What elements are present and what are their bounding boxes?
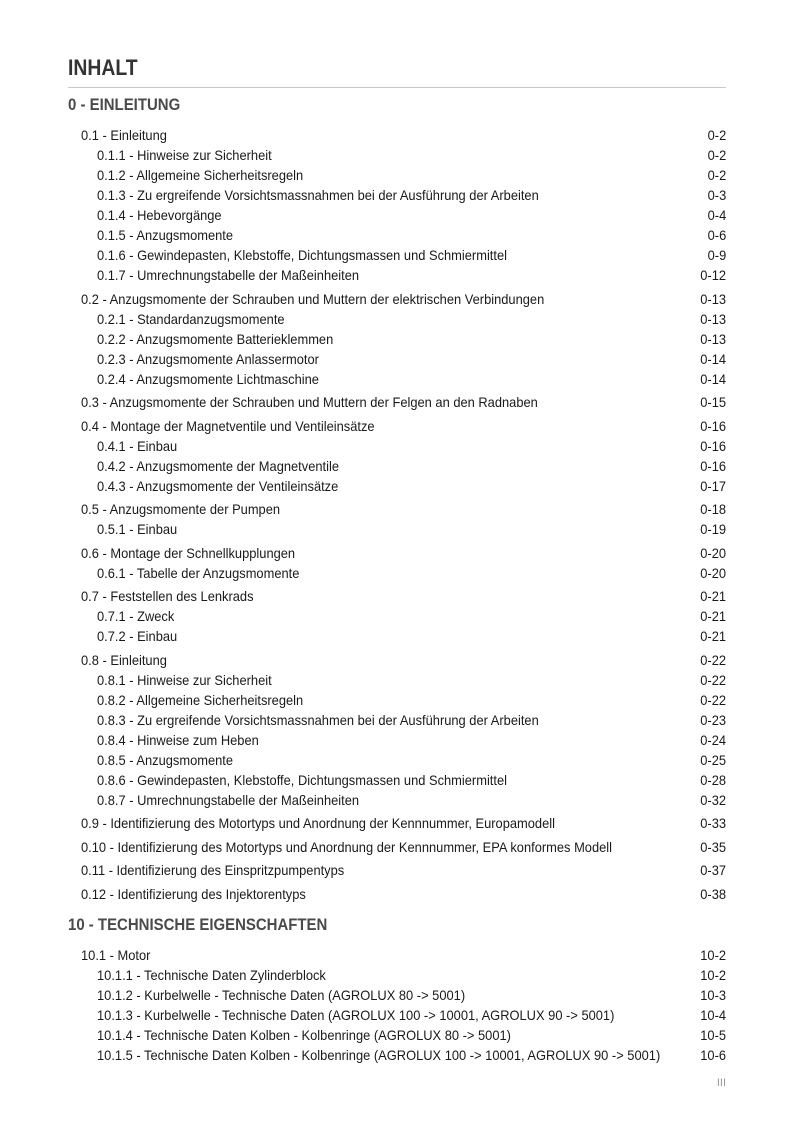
toc-subentry[interactable] [0,351,794,371]
toc-entry[interactable] [0,127,794,147]
toc-entry-title: 0.2.2 - Anzugsmomente Batterieklemmen [97,330,334,347]
toc-page-number: 0-24 [700,731,726,748]
toc-page-number: 0-17 [700,477,726,494]
toc-subentry[interactable] [0,712,794,732]
toc-page-number: 0-6 [707,227,726,243]
toc-entry-title: 0.4.2 - Anzugsmomente der Magnetventile [97,457,340,474]
toc-page-number: 0-3 [707,187,726,203]
toc-entry-title: 0.8.5 - Anzugsmomente [97,751,234,768]
toc-page-number: 0-18 [700,501,726,517]
toc-entry[interactable] [0,886,794,906]
toc-entry-title: 0.1.4 - Hebevorgänge [97,207,222,223]
toc-page-number: 0-21 [700,628,726,644]
toc-entry-title: 0.12 - Identifizierung des Injektorentyps [81,885,306,902]
toc-entry-title: 0.2.4 - Anzugsmomente Lichtmaschine [97,370,319,387]
toc-subentry[interactable] [0,227,794,247]
toc-entry-title: 0.1.5 - Anzugsmomente [97,227,234,243]
toc-entry-title: 10.1.3 - Kurbelwelle - Technische Daten (AGROLUX 100 -> 10001, AGROLUX 90 -> 5001) [97,1006,615,1023]
toc-subentry[interactable] [0,772,794,792]
toc-subentry[interactable] [0,752,794,772]
toc-page-number: 0-9 [707,247,726,263]
toc-entry-title: 0.2.3 - Anzugsmomente Anlassermotor [97,350,319,367]
toc-subentry[interactable] [0,167,794,187]
toc-page-number: 0-2 [707,127,726,143]
toc-entry-title: 0.7 - Feststellen des Lenkrads [81,588,254,604]
toc-subentry[interactable] [0,331,794,351]
toc-entry-title: 0.7.2 - Einbau [97,628,178,644]
toc-page-number: 10-2 [700,966,726,983]
toc-subentry[interactable] [0,1007,794,1027]
toc-page-number: 10-2 [700,946,726,963]
toc-page-number: 0-35 [700,838,726,855]
toc-subentry[interactable] [0,987,794,1007]
toc-page-number: 0-19 [700,521,726,537]
toc-entry[interactable] [0,545,794,565]
toc-entry-title: 0.7.1 - Zweck [97,608,175,624]
toc-page-number: 0-38 [700,885,726,902]
toc-subentry[interactable] [0,187,794,207]
toc-entry[interactable] [0,862,794,882]
toc-page-number: 10-3 [700,986,726,1003]
toc-page-number: 0-21 [700,588,726,604]
toc-entry[interactable] [0,394,794,414]
page-number: III [716,1077,726,1089]
toc-subentry[interactable] [0,311,794,331]
toc-page-number: 0-16 [700,417,726,434]
toc-page-number: 0-13 [700,310,726,327]
toc-page-number: 0-12 [700,267,726,283]
toc-entry-title: 0.10 - Identifizierung des Motortyps und Anordnung der Kennnummer, EPA konformes Modell [81,838,613,855]
toc-subentry[interactable] [0,1027,794,1047]
toc-entry-title: 0.1.2 - Allgemeine Sicherheitsregeln [97,167,304,183]
toc-entry-title: 0.4.1 - Einbau [97,437,178,454]
toc-entry-title: 0.5.1 - Einbau [97,521,178,537]
toc-subentry[interactable] [0,608,794,628]
toc-subentry[interactable] [0,967,794,987]
toc-entry-title: 0.5 - Anzugsmomente der Pumpen [81,501,281,517]
toc-page-number: 0-2 [707,147,726,163]
toc-page-number: 10-6 [700,1046,726,1063]
toc-entry-title: 0.8.7 - Umrechnungstabelle der Maßeinheiten [97,791,360,808]
toc-subentry[interactable] [0,147,794,167]
toc-page-number: 0-28 [700,771,726,788]
toc-entry-title: 0.1.1 - Hinweise zur Sicherheit [97,147,272,163]
toc-entry-title: 0.6 - Montage der Schnellkupplungen [81,544,296,561]
toc-page-number: 0-25 [700,751,726,768]
toc-page-number: 0-4 [707,207,726,223]
toc-entry-title: 10.1 - Motor [81,946,151,963]
toc-page-number: 0-22 [700,651,726,668]
toc-subentry[interactable] [0,207,794,227]
toc-subentry[interactable] [0,1047,794,1067]
toc-entry-title: 0.1.3 - Zu ergreifende Vorsichtsmassnahmen bei der Ausführung der Arbeiten [97,187,539,203]
toc-subentry[interactable] [0,565,794,585]
toc-entry-title: 10.1.1 - Technische Daten Zylinderblock [97,966,326,983]
toc-subentry[interactable] [0,438,794,458]
toc-subentry[interactable] [0,628,794,648]
toc-page-number: 0-20 [700,544,726,561]
toc-page-number: 0-13 [700,330,726,347]
toc-entry-title: 0.1.7 - Umrechnungstabelle der Maßeinheiten [97,267,360,283]
toc-entry-title: 0.8.2 - Allgemeine Sicherheitsregeln [97,691,304,708]
toc-subentry[interactable] [0,478,794,498]
toc-subentry[interactable] [0,672,794,692]
toc-entry-title: 0.8.3 - Zu ergreifende Vorsichtsmassnahmen bei der Ausführung der Arbeiten [97,711,539,728]
toc-subentry[interactable] [0,792,794,812]
toc-subentry[interactable] [0,521,794,541]
toc-page-number: 0-20 [700,564,726,581]
section-heading: 0 - EINLEITUNG [68,95,181,114]
toc-page-number: 0-23 [700,711,726,728]
toc-entry[interactable] [0,839,794,859]
toc-entry-title: 0.11 - Identifizierung des Einspritzpumpentyps [81,862,345,878]
toc-entry-title: 0.8 - Einleitung [81,651,167,668]
toc-page-number: 0-16 [700,457,726,474]
toc-entry[interactable] [0,588,794,608]
toc-entry[interactable] [0,947,794,967]
toc-entry-title: 10.1.4 - Technische Daten Kolben - Kolbenringe (AGROLUX 80 -> 5001) [97,1026,511,1043]
toc-page-number: 0-16 [700,437,726,454]
toc-page-number: 0-14 [700,370,726,387]
toc-entry-title: 0.9 - Identifizierung des Motortyps und Anordnung der Kennnummer, Europamodell [81,815,555,831]
toc-page-number: 0-32 [700,791,726,808]
toc-entry-title: 10.1.5 - Technische Daten Kolben - Kolbenringe (AGROLUX 100 -> 10001, AGROLUX 90 -> 5001) [97,1046,661,1063]
toc-entry-title: 0.4.3 - Anzugsmomente der Ventileinsätze [97,477,339,494]
toc-subentry[interactable] [0,267,794,287]
toc-entry[interactable] [0,418,794,438]
toc-page-number: 0-22 [700,691,726,708]
toc-page-number: 10-4 [700,1006,726,1023]
toc-entry-title: 0.4 - Montage der Magnetventile und Ventileinsätze [81,417,375,434]
toc-entry-title: 0.1.6 - Gewindepasten, Klebstoffe, Dichtungsmassen und Schmiermittel [97,247,508,263]
toc-entry-title: 10.1.2 - Kurbelwelle - Technische Daten (AGROLUX 80 -> 5001) [97,986,466,1003]
toc-page-number: 0-22 [700,671,726,688]
toc-page-number: 0-13 [700,290,726,307]
toc-entry-title: 0.1 - Einleitung [81,127,167,143]
toc-entry[interactable] [0,291,794,311]
toc-entry-title: 0.8.4 - Hinweise zum Heben [97,731,259,748]
toc-subentry[interactable] [0,371,794,391]
toc-page-number: 0-21 [700,608,726,624]
toc-page-number: 0-15 [700,394,726,410]
toc-entry-title: 0.8.1 - Hinweise zur Sicherheit [97,671,272,688]
toc-page-number: 0-37 [700,862,726,878]
toc-entry-title: 0.8.6 - Gewindepasten, Klebstoffe, Dichtungsmassen und Schmiermittel [97,771,508,788]
toc-page-number: 0-33 [700,815,726,831]
section-heading: 10 - TECHNISCHE EIGENSCHAFTEN [68,914,328,934]
toc-entry[interactable] [0,652,794,672]
toc-subentry[interactable] [0,458,794,478]
toc-entry-title: 0.2.1 - Standardanzugsmomente [97,310,285,327]
toc-entry-title: 0.6.1 - Tabelle der Anzugsmomente [97,564,300,581]
page-title: INHALT [68,55,138,80]
toc-subentry[interactable] [0,247,794,267]
toc-page-number: 10-5 [700,1026,726,1043]
toc-subentry[interactable] [0,692,794,712]
toc-entry[interactable] [0,815,794,835]
toc-entry[interactable] [0,501,794,521]
toc-entry-title: 0.2 - Anzugsmomente der Schrauben und Muttern der elektrischen Verbindungen [81,290,545,307]
toc-page-number: 0-14 [700,350,726,367]
toc-entry-title: 0.3 - Anzugsmomente der Schrauben und Muttern der Felgen an den Radnaben [81,394,538,410]
toc-subentry[interactable] [0,732,794,752]
toc-page-number: 0-2 [707,167,726,183]
